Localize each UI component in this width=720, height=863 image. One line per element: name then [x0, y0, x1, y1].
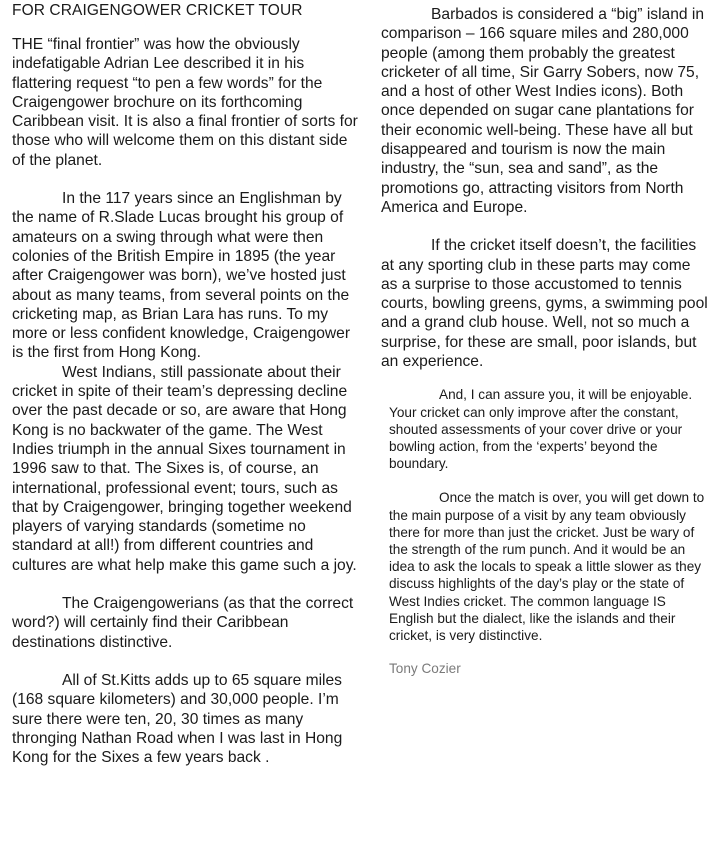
- paragraph-west-indians: West Indians, still passionate about their cricket in spite of their team’s depressing decline over the past decade or so, are aware that Hong Kong is no backwater of the game. The West Indies triumph in the annual Sixes tournament in 1996 saw to that. The Sixes is, of course, an international, professional event; tours, such as that by Craigengower, bringing together weekend players of varying standards (sometime no standard at all!) from different countries and cultures are what help make this game such a joy.: [12, 363, 357, 574]
- author-signature: Tony Cozier: [389, 661, 461, 677]
- paragraph-craigengowerians: The Craigengowerians (as that the correct word?) will certainly find their Caribbean destinations distinctive.: [12, 595, 354, 651]
- paragraph-st-kitts: All of St.Kitts adds up to 65 square miles (168 square kilometers) and 30,000 people. I’m sure there were ten, 20, 30 times as many thronging Nathan Road when I was last in Hong Kong for the Sixes a few years back .: [12, 671, 343, 767]
- right-column: [381, 0, 711, 677]
- paragraph-barbados: Barbados is considered a “big” island in comparison – 166 square miles and 280,000 people (among them probably the greatest cricketer of all time, Sir Garry Sobers, now 75, and a host of other West Indies icons). Both once depended on sugar cane plantations for their economic well-being. These have all but disappeared and tourism is now the main industry, the “sun, sea and sand”, as the promotions go, attracting visitors from North America and Europe.: [381, 6, 705, 216]
- paragraph-history: In the 117 years since an Englishman by the name of R.Slade Lucas brought his group of amateurs on a swing through what were then colonies of the British Empire in 1895 (the year after Craigengower was born), we’ve hosted just about as many teams, from several points on the cricketing map, as Brian Lara has runs. To my more or less confident knowledge, Craigengower is the first from Hong Kong.: [12, 190, 351, 362]
- left-column: [12, 0, 362, 767]
- article-heading: FOR CRAIGENGOWER CRICKET TOUR: [12, 2, 303, 19]
- paragraph-intro: THE “final frontier” was how the obviously indefatigable Adrian Lee described it in his flattering request “to pen a few words” for the Craigengower brochure on its forthcoming Caribbean visit. It is also a final frontier of sorts for those who will welcome them on this distant side of the planet.: [12, 36, 358, 169]
- paragraph-facilities: If the cricket itself doesn’t, the facilities at any sporting club in these parts may come as a surprise to those accustomed to tennis courts, bowling greens, gyms, a swimming pool and a grand club house. Well, not so much a surprise, for these are small, poor islands, but an experience.: [381, 237, 708, 371]
- paragraph-match-over: Once the match is over, you will get down to the main purpose of a visit by any team obviously there for more than just the cricket. Just be wary of the strength of the rum punch. And it would be an idea to ask the locals to speak a little slower as they discuss highlights of the day’s play or the state of West Indies cricket. The common language IS English but the dialect, like the islands and their cricket, is very distinctive.: [389, 490, 705, 643]
- paragraph-enjoyable: And, I can assure you, it will be enjoyable. Your cricket can only improve after the constant, shouted assessments of your cover drive or your bowling action, from the ‘experts’ beyond the boundary.: [389, 387, 693, 472]
